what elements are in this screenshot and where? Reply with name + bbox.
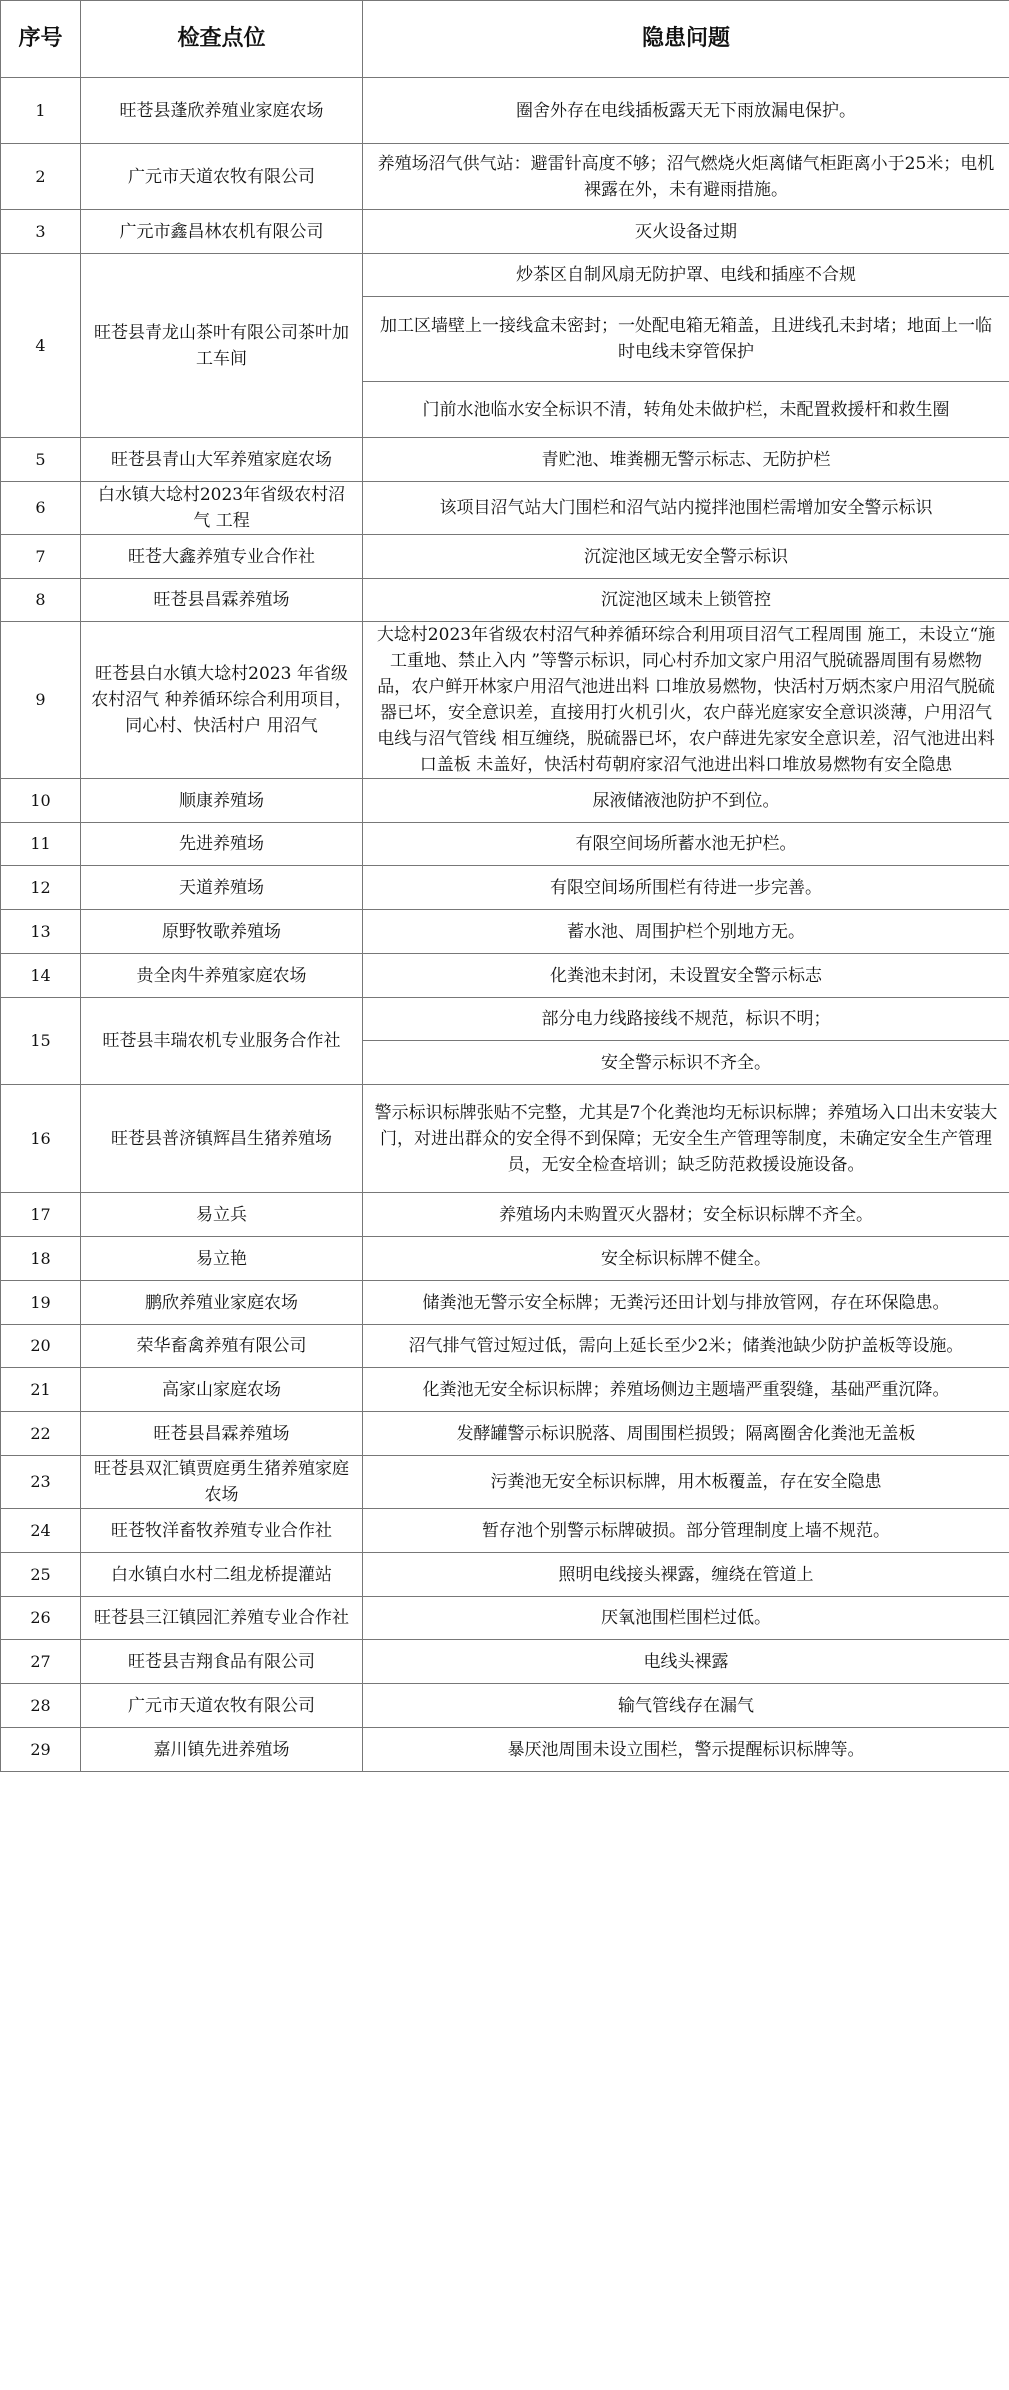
table-row (1, 482, 1009, 535)
row-index: 3 (1, 210, 81, 254)
row-index: 21 (1, 1368, 81, 1412)
row-issue: 输气管线存在漏气 (363, 1684, 1009, 1728)
row-index: 14 (1, 954, 81, 998)
row-place: 易立艳 (81, 1237, 363, 1281)
row-issue: 养殖场内未购置灭火器材；安全标识标牌不齐全。 (363, 1193, 1009, 1237)
row-index: 5 (1, 438, 81, 482)
table-row (1, 823, 1009, 866)
row-issue: 沉淀池区域未上锁管控 (363, 579, 1009, 622)
row-place: 旺苍县双汇镇贾庭勇生猪养殖家庭农场 (81, 1456, 363, 1509)
table-row (1, 1237, 1009, 1281)
table-row (1, 954, 1009, 998)
row-issue: 有限空间场所蓄水池无护栏。 (363, 823, 1009, 866)
row-index: 17 (1, 1193, 81, 1237)
row-place: 旺苍县吉翔食品有限公司 (81, 1640, 363, 1684)
row-index: 24 (1, 1509, 81, 1553)
table-row (1, 1193, 1009, 1237)
row-index: 25 (1, 1553, 81, 1597)
row-index: 8 (1, 579, 81, 622)
row-issue: 有限空间场所围栏有待进一步完善。 (363, 866, 1009, 910)
row-index: 22 (1, 1412, 81, 1456)
row-issue: 沉淀池区域无安全警示标识 (363, 535, 1009, 579)
row-issue: 发酵罐警示标识脱落、周围围栏损毁；隔离圈舍化粪池无盖板 (363, 1412, 1009, 1456)
table-row (1, 1728, 1009, 1772)
row-issue: 电线头裸露 (363, 1640, 1009, 1684)
row-issue: 化粪池无安全标识标牌；养殖场侧边主题墙严重裂缝，基础严重沉降。 (363, 1368, 1009, 1412)
row-index: 28 (1, 1684, 81, 1728)
table-row (1, 1368, 1009, 1412)
row-issue: 部分电力线路接线不规范，标识不明； (363, 998, 1009, 1041)
table-row (1, 78, 1009, 144)
table-row (1, 1640, 1009, 1684)
row-place: 旺苍县普济镇辉昌生猪养殖场 (81, 1085, 363, 1193)
row-place: 原野牧歌养殖场 (81, 910, 363, 954)
row-index: 20 (1, 1325, 81, 1368)
row-place: 旺苍县青龙山茶叶有限公司茶叶加工车间 (81, 254, 363, 438)
row-place: 易立兵 (81, 1193, 363, 1237)
row-index: 15 (1, 998, 81, 1085)
row-index: 19 (1, 1281, 81, 1325)
row-index: 12 (1, 866, 81, 910)
row-place: 顺康养殖场 (81, 779, 363, 823)
row-index: 27 (1, 1640, 81, 1684)
row-place: 旺苍县青山大军养殖家庭农场 (81, 438, 363, 482)
table-row (1, 1412, 1009, 1456)
table-row (1, 210, 1009, 254)
table-row (1, 535, 1009, 579)
row-index: 10 (1, 779, 81, 823)
row-index: 9 (1, 622, 81, 779)
row-issue: 蓄水池、周围护栏个别地方无。 (363, 910, 1009, 954)
table-row (1, 438, 1009, 482)
row-index: 1 (1, 78, 81, 144)
table-row (1, 1281, 1009, 1325)
row-place: 广元市天道农牧有限公司 (81, 144, 363, 210)
row-index: 23 (1, 1456, 81, 1509)
row-issue: 大埝村2023年省级农村沼气种养循环综合利用项目沼气工程周围 施工，未设立“施工重地、禁止入内 ”等警示标识，同心村乔加文家户用沼气脱硫器周围有易燃物品，农户鲜开林家户用沼气池进出料 口堆放易燃物，快活村万炳杰家户用沼气脱硫器已坏，安全意识差，直接用打火机引火，农户薛光庭家安全意识淡薄，户用沼气电线与沼气管线 相互缠绕，脱硫器已坏，农户薛进先家安全意识差，沼气池进出料口盖板 未盖好，快活村苟朝府家沼气池进出料口堆放易燃物有安全隐患 (363, 622, 1009, 779)
row-index: 2 (1, 144, 81, 210)
row-place: 广元市天道农牧有限公司 (81, 1684, 363, 1728)
header-place: 检查点位 (81, 1, 363, 78)
table-row (1, 254, 1009, 297)
table-body (1, 78, 1009, 1772)
table-row (1, 1509, 1009, 1553)
header-index: 序号 (1, 1, 81, 78)
row-issue: 储粪池无警示安全标牌；无粪污还田计划与排放管网，存在环保隐患。 (363, 1281, 1009, 1325)
row-issue: 安全警示标识不齐全。 (363, 1041, 1009, 1085)
row-place: 旺苍县白水镇大埝村2023 年省级农村沼气 种养循环综合利用项目，同心村、快活村户 用沼气 (81, 622, 363, 779)
table-row (1, 910, 1009, 954)
row-issue: 警示标识标牌张贴不完整，尤其是7个化粪池均无标识标牌；养殖场入口出未安装大门，对进出群众的安全得不到保障；无安全生产管理等制度，未确定安全生产管理员，无安全检查培训；缺乏防范救援设施设备。 (363, 1085, 1009, 1193)
row-place: 旺苍县丰瑞农机专业服务合作社 (81, 998, 363, 1085)
row-issue: 养殖场沼气供气站：避雷针高度不够；沼气燃烧火炬离储气柜距离小于25米；电机裸露在外，未有避雨措施。 (363, 144, 1009, 210)
row-place: 贵全肉牛养殖家庭农场 (81, 954, 363, 998)
row-place: 天道养殖场 (81, 866, 363, 910)
row-place: 旺苍县三江镇园汇养殖专业合作社 (81, 1597, 363, 1640)
row-index: 6 (1, 482, 81, 535)
row-place: 旺苍大鑫养殖专业合作社 (81, 535, 363, 579)
table-row (1, 1597, 1009, 1640)
row-place: 先进养殖场 (81, 823, 363, 866)
row-index: 26 (1, 1597, 81, 1640)
row-index: 16 (1, 1085, 81, 1193)
row-issue: 青贮池、堆粪棚无警示标志、无防护栏 (363, 438, 1009, 482)
row-issue: 尿液储液池防护不到位。 (363, 779, 1009, 823)
table-row (1, 1684, 1009, 1728)
table-row (1, 1085, 1009, 1193)
row-place: 荣华畜禽养殖有限公司 (81, 1325, 363, 1368)
row-issue: 灭火设备过期 (363, 210, 1009, 254)
row-issue: 加工区墙壁上一接线盒未密封；一处配电箱无箱盖，且进线孔未封堵；地面上一临时电线未穿管保护 (363, 297, 1009, 382)
row-place: 旺苍牧洋畜牧养殖专业合作社 (81, 1509, 363, 1553)
row-place: 嘉川镇先进养殖场 (81, 1728, 363, 1772)
row-place: 白水镇白水村二组龙桥提灌站 (81, 1553, 363, 1597)
table-row (1, 622, 1009, 779)
row-issue: 门前水池临水安全标识不清，转角处未做护栏，未配置救援杆和救生圈 (363, 382, 1009, 438)
row-place: 高家山家庭农场 (81, 1368, 363, 1412)
row-issue: 该项目沼气站大门围栏和沼气站内搅拌池围栏需增加安全警示标识 (363, 482, 1009, 535)
row-index: 7 (1, 535, 81, 579)
table-row (1, 1325, 1009, 1368)
row-place: 旺苍县蓬欣养殖业家庭农场 (81, 78, 363, 144)
header-issue: 隐患问题 (363, 1, 1009, 78)
row-issue: 炒茶区自制风扇无防护罩、电线和插座不合规 (363, 254, 1009, 297)
header-row (1, 1, 1009, 78)
table-row (1, 144, 1009, 210)
row-index: 29 (1, 1728, 81, 1772)
row-place: 广元市鑫昌林农机有限公司 (81, 210, 363, 254)
row-issue: 安全标识标牌不健全。 (363, 1237, 1009, 1281)
row-index: 11 (1, 823, 81, 866)
row-issue: 沼气排气管过短过低，需向上延长至少2米；储粪池缺少防护盖板等设施。 (363, 1325, 1009, 1368)
table-header (1, 1, 1009, 78)
table-row (1, 1553, 1009, 1597)
row-index: 13 (1, 910, 81, 954)
row-issue: 暴厌池周围未设立围栏，警示提醒标识标牌等。 (363, 1728, 1009, 1772)
row-place: 旺苍县昌霖养殖场 (81, 1412, 363, 1456)
table-row (1, 866, 1009, 910)
row-issue: 照明电线接头裸露，缠绕在管道上 (363, 1553, 1009, 1597)
table-row (1, 998, 1009, 1041)
row-issue: 暂存池个别警示标牌破损。部分管理制度上墙不规范。 (363, 1509, 1009, 1553)
row-issue: 污粪池无安全标识标牌，用木板覆盖，存在安全隐患 (363, 1456, 1009, 1509)
row-place: 白水镇大埝村2023年省级农村沼气 工程 (81, 482, 363, 535)
row-issue: 化粪池未封闭，未设置安全警示标志 (363, 954, 1009, 998)
row-index: 18 (1, 1237, 81, 1281)
row-place: 旺苍县昌霖养殖场 (81, 579, 363, 622)
row-issue: 厌氧池围栏围栏过低。 (363, 1597, 1009, 1640)
table-row (1, 579, 1009, 622)
row-place: 鹏欣养殖业家庭农场 (81, 1281, 363, 1325)
row-index: 4 (1, 254, 81, 438)
table-row (1, 779, 1009, 823)
table-row (1, 1456, 1009, 1509)
row-issue: 圈舍外存在电线插板露天无下雨放漏电保护。 (363, 78, 1009, 144)
